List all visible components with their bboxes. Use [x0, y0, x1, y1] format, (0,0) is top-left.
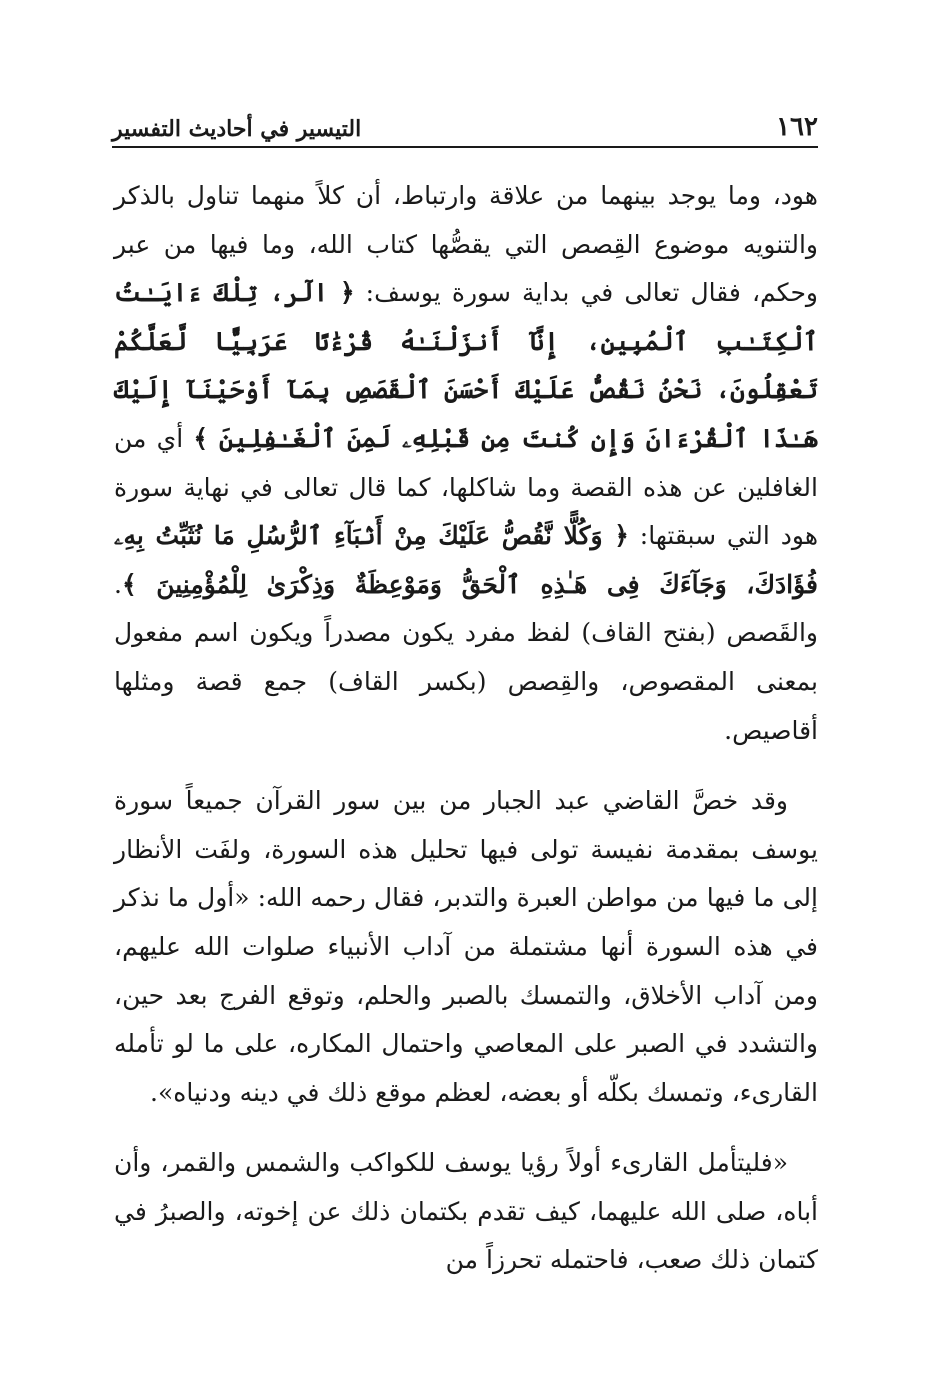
paragraph-2	[114, 777, 818, 1117]
text-run: أي من الغافلين عن هذه القصة وما شاكلها، كما قال تعالى في نهاية سورة هود التي سبقتها:	[114, 423, 819, 551]
quran-verse: ﴿ الٓر، تِلْكَ ءَايَـٰتُ ٱلْكِتَـٰبِ ٱلْمُبِينِ، إِنَّآ أَنزَلْنَـٰهُ قُرْءَٰنًا عَرَبِيًّا لَّعَلَّكُمْ تَعْقِلُونَ، نَحْنُ نَقُصُّ عَلَيْكَ أَحْسَنَ ٱلْقَصَصِ بِمَآ أَوْحَيْنَآ إِلَيْكَ هَـٰذَا ٱلْقُرْءَانَ وَإِن كُنتَ مِن قَبْلِهِۦ لَمِنَ ٱلْغَـٰفِلِينَ ﴾	[114, 278, 818, 453]
text-run: «فليتأمل القارىء أولاً رؤيا يوسف للكواكب والشمس والقمر، وأن أباه، صلى الله عليهما، كيف تقدم بكتمان ذلك عن إخوته، والصبرُ في كتمان ذلك صعب، فاحتمله تحرزاً من	[114, 1148, 818, 1275]
paragraph-3	[114, 1139, 818, 1285]
running-head-title: التيسير في أحاديث التفسير	[112, 116, 362, 142]
text-run: . والقَصص (بفتح القاف) لفظ مفرد يكون مصدراً ويكون اسم مفعول بمعنى المقصوص، والقِصص (بكسر القاف) جمع قصة ومثلها أقاصيص.	[114, 569, 818, 745]
header-rule	[112, 146, 818, 148]
running-head	[112, 102, 818, 142]
text-run: وقد خصَّ القاضي عبد الجبار من بين سور القرآن جميعاً سورة يوسف بمقدمة نفيسة تولى فيها تحليل هذه السورة، ولفَت الأنظار إلى ما فيها من مواطن العبرة والتدبر، فقال رحمه الله: «أول ما نذكر في هذه السورة أنها مشتملة من آداب الأنبياء صلوات الله عليهم، ومن آداب الأخلاق، والتمسك بالصبر والحلم، وتوقع الفرج بعد حين، والتشدد في الصبر على المعاصي واحتمال المكاره، على ما لو تأمله القارىء، وتمسك بكلّه أو بعضه، لعظم موقع ذلك في دينه ودنياه».	[114, 786, 818, 1107]
body-text	[114, 172, 818, 1329]
quran-verse: ﴿ وَكُلًّا نَّقُصُّ عَلَيْكَ مِنْ أَنۢبَآءِ ٱلرُّسُلِ مَا نُثَبِّتُ بِهِۦ فُؤَادَكَ، وَجَآءَكَ فِى هَـٰذِهِ ٱلْحَقُّ وَمَوْعِظَةٌ وَذِكْرَىٰ لِلْمُؤْمِنِينَ ﴾	[114, 521, 818, 599]
paragraph-1	[114, 172, 818, 755]
page-number: ١٦٢	[776, 112, 818, 142]
text-run: هود، وما يوجد بينهما من علاقة وارتباط، أن كلاً منهما تناول بالذكر والتنويه موضوع القِصص التي يقصُّها كتاب الله، وما فيها من عبر وحكم، فقال تعالى في بداية سورة يوسف:	[114, 181, 818, 308]
